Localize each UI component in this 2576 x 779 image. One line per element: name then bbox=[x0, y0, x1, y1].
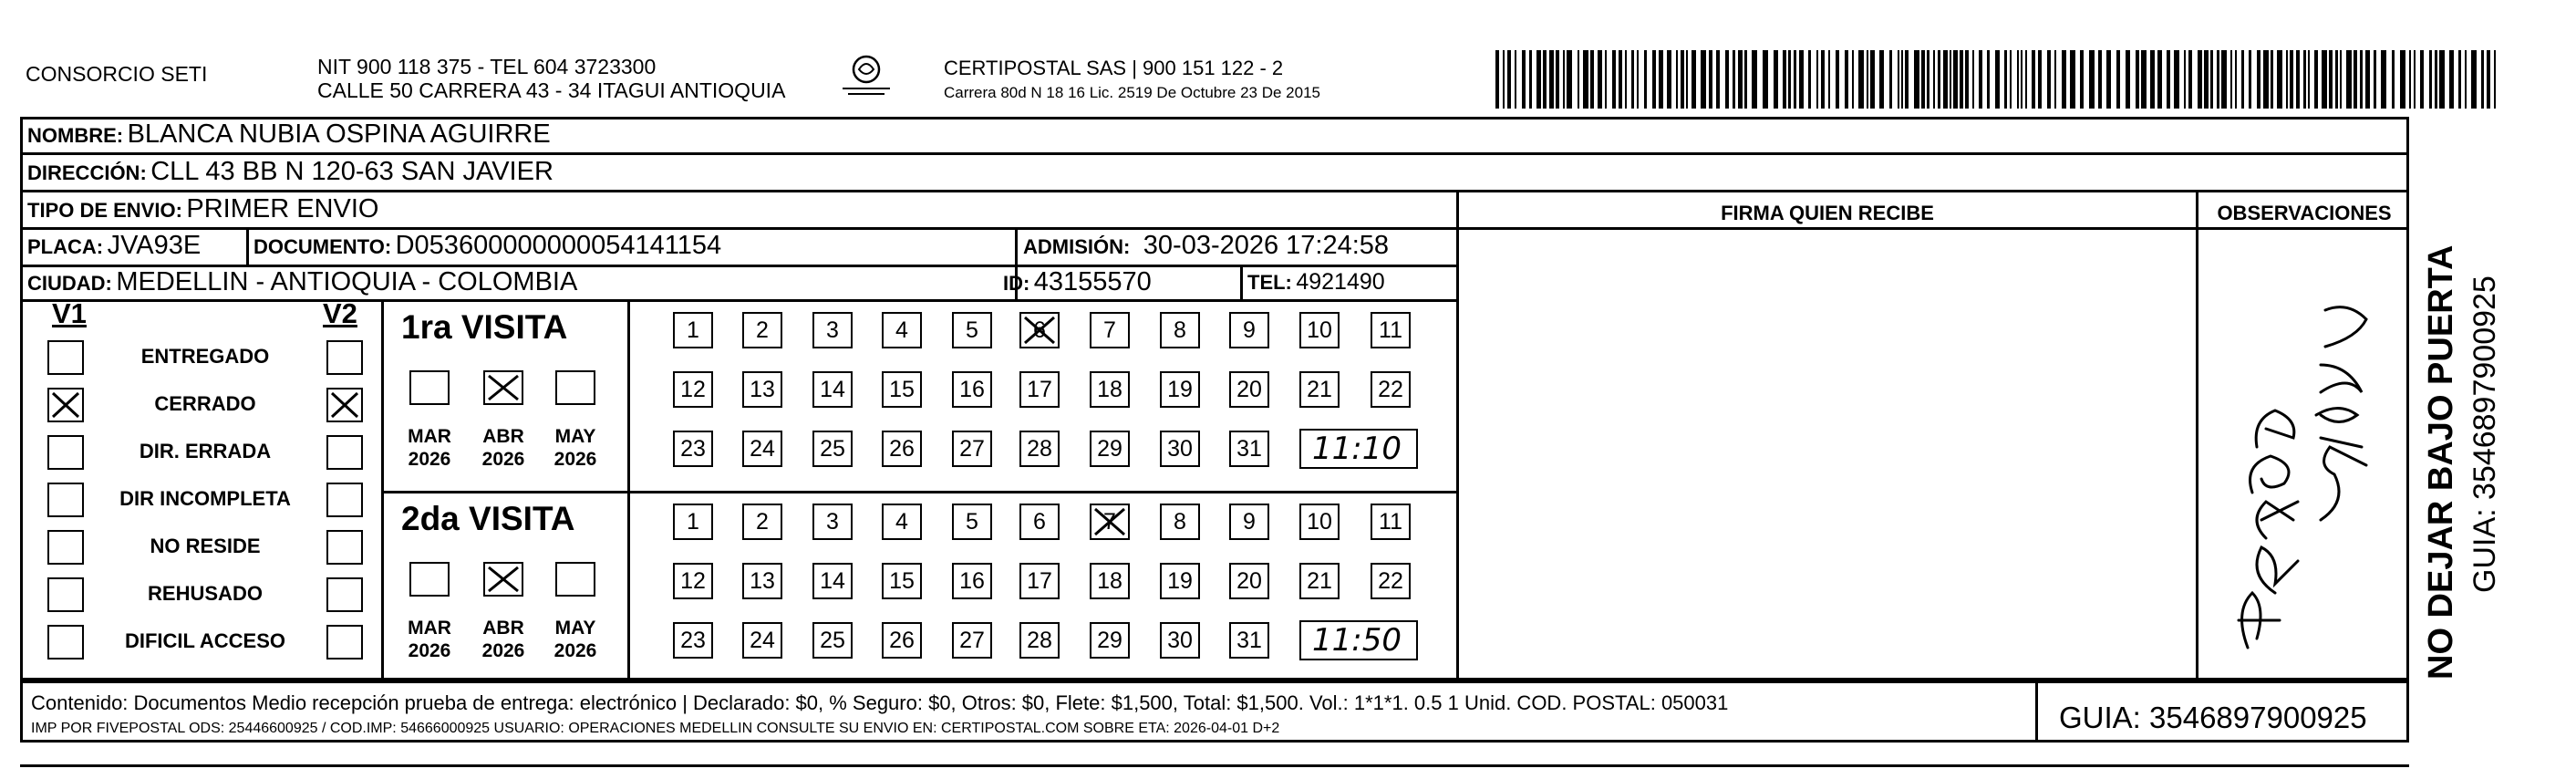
day-number: 27 bbox=[959, 436, 985, 462]
v2-checkbox[interactable] bbox=[326, 483, 363, 517]
v2-checkbox[interactable] bbox=[326, 388, 363, 422]
month-year: 2026 bbox=[481, 449, 525, 470]
day-box[interactable] bbox=[1371, 371, 1411, 408]
v2-checkbox[interactable] bbox=[326, 625, 363, 660]
day-number: 12 bbox=[680, 568, 706, 594]
v2-checkbox[interactable] bbox=[326, 435, 363, 470]
v1-checkbox[interactable] bbox=[47, 388, 84, 422]
day-number: 22 bbox=[1378, 377, 1403, 402]
day-box[interactable] bbox=[812, 312, 853, 348]
day-number: 17 bbox=[1027, 568, 1052, 594]
day-number: 30 bbox=[1167, 628, 1193, 653]
nit-line: NIT 900 118 375 - TEL 604 3723300 bbox=[317, 55, 657, 78]
day-box[interactable] bbox=[952, 504, 992, 540]
day-box[interactable] bbox=[742, 371, 782, 408]
day-box[interactable] bbox=[1090, 371, 1130, 408]
month-year: 2026 bbox=[481, 640, 525, 661]
guia-number: GUIA: 3546897900925 bbox=[2059, 701, 2367, 734]
day-box[interactable] bbox=[1160, 622, 1200, 659]
day-box[interactable] bbox=[1160, 371, 1200, 408]
day-box[interactable] bbox=[1019, 622, 1060, 659]
day-number: 12 bbox=[680, 377, 706, 402]
day-box[interactable] bbox=[1229, 371, 1269, 408]
documento-value: D053600000000054141154 bbox=[395, 231, 722, 260]
day-number: 3 bbox=[826, 317, 839, 343]
v1-checkbox[interactable] bbox=[47, 577, 84, 612]
month-checkbox[interactable] bbox=[555, 370, 595, 405]
day-box[interactable] bbox=[812, 563, 853, 599]
day-number: 1 bbox=[687, 317, 699, 343]
day-number: 14 bbox=[820, 568, 845, 594]
day-number: 26 bbox=[889, 436, 915, 462]
day-box[interactable] bbox=[1160, 312, 1200, 348]
day-number: 7 bbox=[1103, 317, 1116, 343]
status-label: NO RESIDE bbox=[150, 535, 261, 557]
no-dejar-text: NO DEJAR BAJO PUERTA bbox=[2422, 244, 2460, 680]
day-number: 9 bbox=[1243, 317, 1256, 343]
day-box[interactable] bbox=[1371, 312, 1411, 348]
documento-label: DOCUMENTO: bbox=[253, 235, 392, 258]
day-box[interactable] bbox=[1299, 504, 1340, 540]
day-number: 16 bbox=[959, 377, 985, 402]
day-box[interactable] bbox=[952, 371, 992, 408]
day-number: 23 bbox=[680, 436, 706, 462]
month-name: MAY bbox=[554, 618, 596, 639]
day-number: 25 bbox=[820, 628, 845, 653]
id-value: 43155570 bbox=[1033, 267, 1152, 296]
day-box[interactable] bbox=[1019, 504, 1060, 540]
day-number: 31 bbox=[1236, 628, 1262, 653]
day-box[interactable] bbox=[1160, 504, 1200, 540]
day-box[interactable] bbox=[673, 371, 713, 408]
day-box[interactable] bbox=[1229, 563, 1269, 599]
placa-value: JVA93E bbox=[107, 231, 202, 260]
day-number: 29 bbox=[1097, 436, 1122, 462]
day-number: 1 bbox=[687, 509, 699, 535]
day-number: 21 bbox=[1307, 377, 1332, 402]
day-number: 15 bbox=[889, 568, 915, 594]
v1-checkbox[interactable] bbox=[47, 530, 84, 565]
v1-label: V1 bbox=[52, 297, 87, 329]
day-number: 24 bbox=[750, 628, 775, 653]
day-box[interactable] bbox=[673, 312, 713, 348]
side-guia-text: GUIA: 3546897900925 bbox=[2467, 275, 2502, 593]
day-box[interactable] bbox=[952, 563, 992, 599]
day-number: 4 bbox=[895, 317, 908, 343]
day-number: 8 bbox=[1174, 509, 1186, 535]
day-number: 6 bbox=[1033, 509, 1046, 535]
month-checkbox[interactable] bbox=[409, 370, 450, 405]
day-box[interactable] bbox=[1229, 504, 1269, 540]
v1-checkbox[interactable] bbox=[47, 625, 84, 660]
status-label: DIR. ERRADA bbox=[139, 440, 272, 462]
nombre-value: BLANCA NUBIA OSPINA AGUIRRE bbox=[127, 119, 551, 149]
day-box[interactable] bbox=[882, 504, 922, 540]
tel-value: 4921490 bbox=[1296, 269, 1385, 295]
day-box[interactable] bbox=[1371, 504, 1411, 540]
company-name: CONSORCIO SETI bbox=[26, 62, 208, 86]
day-number: 25 bbox=[820, 436, 845, 462]
day-number: 22 bbox=[1378, 568, 1403, 594]
day-number: 26 bbox=[889, 628, 915, 653]
day-number: 9 bbox=[1243, 509, 1256, 535]
day-number: 23 bbox=[680, 628, 706, 653]
month-label bbox=[400, 617, 459, 662]
day-number: 10 bbox=[1307, 509, 1332, 535]
day-number: 10 bbox=[1307, 317, 1332, 343]
month-year: 2026 bbox=[408, 449, 451, 470]
firma-header: FIRMA QUIEN RECIBE bbox=[1721, 202, 1934, 224]
day-number: 19 bbox=[1167, 377, 1193, 402]
day-box[interactable] bbox=[1299, 312, 1340, 348]
day-number: 27 bbox=[959, 628, 985, 653]
tel-label: TEL: bbox=[1247, 271, 1292, 294]
month-label bbox=[400, 425, 459, 471]
day-number: 14 bbox=[820, 377, 845, 402]
day-box[interactable] bbox=[1090, 312, 1130, 348]
day-box[interactable] bbox=[673, 622, 713, 659]
day-number: 4 bbox=[895, 509, 908, 535]
month-label bbox=[474, 617, 533, 662]
day-number: 24 bbox=[750, 436, 775, 462]
day-box[interactable] bbox=[882, 431, 922, 467]
day-box[interactable] bbox=[1090, 563, 1130, 599]
day-box[interactable] bbox=[1090, 504, 1130, 540]
day-box[interactable] bbox=[1299, 371, 1340, 408]
day-box[interactable] bbox=[1019, 371, 1060, 408]
day-box[interactable] bbox=[742, 563, 782, 599]
visit-title: 2da VISITA bbox=[401, 500, 575, 537]
handwritten-observation bbox=[2211, 246, 2403, 675]
day-number: 3 bbox=[826, 509, 839, 535]
v1-checkbox[interactable] bbox=[47, 435, 84, 470]
day-number: 5 bbox=[966, 509, 978, 535]
month-year: 2026 bbox=[408, 640, 451, 661]
certipostal-line: CERTIPOSTAL SAS | 900 151 122 - 2 bbox=[944, 57, 1284, 79]
day-box[interactable] bbox=[1090, 431, 1130, 467]
day-box[interactable] bbox=[1299, 563, 1340, 599]
day-box[interactable] bbox=[1371, 563, 1411, 599]
day-number: 30 bbox=[1167, 436, 1193, 462]
month-year: 2026 bbox=[553, 640, 597, 661]
day-number: 6 bbox=[1033, 317, 1046, 343]
admision-label: ADMISIÓN: bbox=[1023, 235, 1131, 258]
visit-time: 11:50 bbox=[1312, 622, 1402, 659]
day-number: 5 bbox=[966, 317, 978, 343]
ciudad-label: CIUDAD: bbox=[27, 272, 112, 295]
day-box[interactable] bbox=[742, 431, 782, 467]
day-box[interactable] bbox=[1019, 312, 1060, 348]
visit-title: 1ra VISITA bbox=[401, 308, 568, 346]
month-checkbox[interactable] bbox=[409, 562, 450, 597]
day-box[interactable] bbox=[882, 563, 922, 599]
day-box[interactable] bbox=[742, 622, 782, 659]
day-number: 31 bbox=[1236, 436, 1262, 462]
day-number: 11 bbox=[1379, 509, 1402, 535]
day-number: 20 bbox=[1236, 377, 1262, 402]
day-number: 8 bbox=[1174, 317, 1186, 343]
day-number: 28 bbox=[1027, 436, 1052, 462]
month-name: ABR bbox=[482, 618, 524, 639]
address-line: CALLE 50 CARRERA 43 - 34 ITAGUI ANTIOQUIA bbox=[317, 78, 786, 102]
nombre-label: NOMBRE: bbox=[27, 124, 124, 147]
v1-checkbox[interactable] bbox=[47, 340, 84, 375]
day-box[interactable] bbox=[673, 504, 713, 540]
day-box[interactable] bbox=[952, 312, 992, 348]
day-number: 15 bbox=[889, 377, 915, 402]
day-number: 17 bbox=[1027, 377, 1052, 402]
ciudad-value: MEDELLIN - ANTIOQUIA - COLOMBIA bbox=[116, 267, 578, 296]
v2-label: V2 bbox=[323, 297, 357, 329]
month-name: ABR bbox=[482, 426, 524, 447]
day-box[interactable] bbox=[812, 431, 853, 467]
month-checkbox[interactable] bbox=[483, 562, 523, 597]
day-number: 21 bbox=[1307, 568, 1332, 594]
visit-time-box bbox=[1299, 620, 1418, 660]
imp-line: IMP POR FIVEPOSTAL ODS: 25446600925 / COD.IMP: 54666000925 USUARIO: OPERACIONES MEDELLIN CONSULTE SU ENVIO EN: CERTIPOSTAL.COM SOBRE ETA: 2026-04-01 D+2 bbox=[31, 721, 1280, 736]
day-box[interactable] bbox=[1019, 563, 1060, 599]
day-box[interactable] bbox=[882, 371, 922, 408]
v2-checkbox[interactable] bbox=[326, 577, 363, 612]
day-number: 28 bbox=[1027, 628, 1052, 653]
direccion-value: CLL 43 BB N 120-63 SAN JAVIER bbox=[150, 157, 553, 186]
day-box[interactable] bbox=[812, 371, 853, 408]
certipostal-logo bbox=[839, 51, 894, 106]
day-box[interactable] bbox=[1160, 563, 1200, 599]
contenido-line: Contenido: Documentos Medio recepción prueba de entrega: electrónico | Declarado: $0, % Seguro: $0, Otros: $0, Flete: $1,500, Total: $1,500. Vol.: 1*1*1. 0.5 1 Unid. COD. POSTAL: 050031 bbox=[31, 691, 1729, 714]
id-label: ID: bbox=[1003, 272, 1030, 295]
day-number: 2 bbox=[756, 317, 769, 343]
month-name: MAR bbox=[408, 426, 451, 447]
day-number: 18 bbox=[1097, 377, 1122, 402]
month-label bbox=[546, 617, 605, 662]
month-checkbox[interactable] bbox=[555, 562, 595, 597]
v2-checkbox[interactable] bbox=[326, 530, 363, 565]
day-number: 13 bbox=[750, 377, 775, 402]
day-box[interactable] bbox=[742, 504, 782, 540]
day-number: 13 bbox=[750, 568, 775, 594]
day-box[interactable] bbox=[742, 312, 782, 348]
v2-checkbox[interactable] bbox=[326, 340, 363, 375]
day-number: 18 bbox=[1097, 568, 1122, 594]
month-label bbox=[546, 425, 605, 471]
day-box[interactable] bbox=[882, 622, 922, 659]
tipo-envio-label: TIPO DE ENVIO: bbox=[27, 199, 182, 222]
license-line: Carrera 80d N 18 16 Lic. 2519 De Octubre 23 De 2015 bbox=[944, 84, 1320, 101]
v1-checkbox[interactable] bbox=[47, 483, 84, 517]
day-box[interactable] bbox=[1160, 431, 1200, 467]
status-label: REHUSADO bbox=[148, 582, 263, 605]
month-checkbox[interactable] bbox=[483, 370, 523, 405]
month-year: 2026 bbox=[553, 449, 597, 470]
day-number: 29 bbox=[1097, 628, 1122, 653]
status-label: DIR INCOMPLETA bbox=[119, 487, 291, 510]
day-box[interactable] bbox=[673, 431, 713, 467]
day-box[interactable] bbox=[1090, 622, 1130, 659]
status-label: DIFICIL ACCESO bbox=[124, 629, 285, 652]
day-number: 2 bbox=[756, 509, 769, 535]
day-number: 19 bbox=[1167, 568, 1193, 594]
day-box[interactable] bbox=[952, 622, 992, 659]
day-number: 20 bbox=[1236, 568, 1262, 594]
visit-time: 11:10 bbox=[1312, 431, 1402, 467]
month-label bbox=[474, 425, 533, 471]
day-box[interactable] bbox=[812, 504, 853, 540]
month-name: MAY bbox=[554, 426, 596, 447]
barcode bbox=[1495, 50, 2498, 109]
day-box[interactable] bbox=[1229, 622, 1269, 659]
tipo-envio-value: PRIMER ENVIO bbox=[186, 194, 379, 223]
day-number: 7 bbox=[1103, 509, 1116, 535]
direccion-label: DIRECCIÓN: bbox=[27, 161, 147, 184]
day-box[interactable] bbox=[673, 563, 713, 599]
status-label: ENTREGADO bbox=[140, 345, 270, 368]
status-label: CERRADO bbox=[154, 392, 256, 415]
observaciones-header: OBSERVACIONES bbox=[2217, 202, 2392, 224]
day-box[interactable] bbox=[1229, 312, 1269, 348]
day-box[interactable] bbox=[882, 312, 922, 348]
month-name: MAR bbox=[408, 618, 451, 639]
visit-time-box bbox=[1299, 429, 1418, 469]
day-box[interactable] bbox=[812, 622, 853, 659]
day-box[interactable] bbox=[1019, 431, 1060, 467]
day-box[interactable] bbox=[1229, 431, 1269, 467]
day-box[interactable] bbox=[952, 431, 992, 467]
day-number: 16 bbox=[959, 568, 985, 594]
day-number: 11 bbox=[1379, 317, 1402, 343]
admision-value: 30-03-2026 17:24:58 bbox=[1143, 231, 1390, 260]
placa-label: PLACA: bbox=[27, 235, 104, 258]
